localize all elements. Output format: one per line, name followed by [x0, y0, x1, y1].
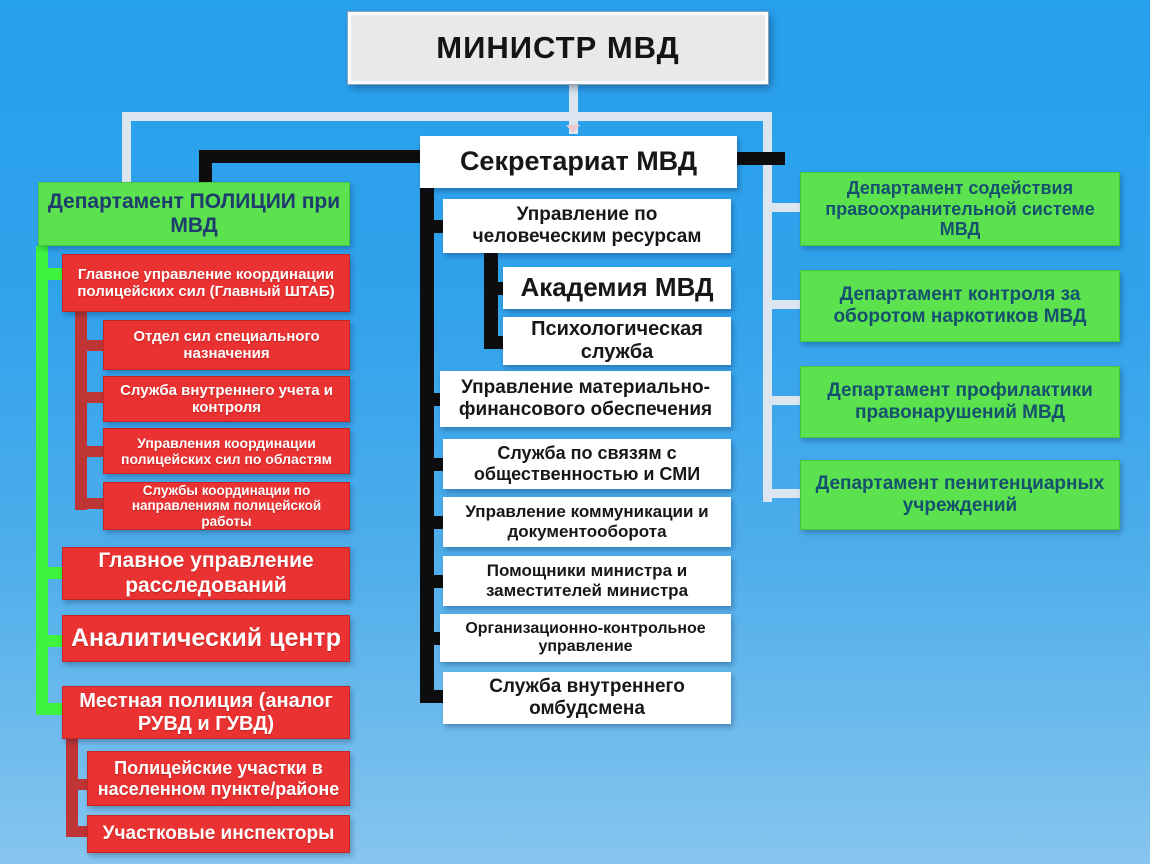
node-minister: МИНИСТР МВД [348, 12, 768, 84]
node-police-hq: Главное управление координации полицейских сил (Главный ШТАБ) [62, 254, 350, 312]
connector-top-bracket-left-drop [122, 112, 131, 186]
node-police-stations: Полицейские участки в населенном пункте/районе [87, 751, 350, 806]
arrowhead-icon [566, 125, 580, 133]
node-internal-accounting: Служба внутреннего учета и контроля [103, 376, 350, 422]
node-work-coordination: Службы координации по направлениям полицейской работы [103, 482, 350, 530]
node-dept-drug-control: Департамент контроля за оборотом наркотиков МВД [800, 270, 1120, 342]
node-district-inspectors: Участковые инспекторы [87, 815, 350, 853]
node-dept-penitentiary: Департамент пенитенциарных учреждений [800, 460, 1120, 530]
connector-right-stub-1 [763, 203, 803, 212]
node-dept-crime-prevention: Департамент профилактики правонарушений МВД [800, 366, 1120, 438]
node-investigations: Главное управление расследований [62, 547, 350, 600]
node-analytics-center: Аналитический центр [62, 615, 350, 662]
node-minister-assistants: Помощники министра и заместителей министра [443, 556, 731, 606]
connector-secretariat-right-nub [737, 152, 785, 165]
node-public-relations: Служба по связям с общественностью и СМИ [443, 439, 731, 489]
node-hr-directorate: Управление по человеческим ресурсам [443, 199, 731, 253]
connector-hr-subspine [484, 253, 498, 349]
connector-top-bracket-horizontal [122, 112, 772, 121]
connector-center-spine [420, 186, 434, 703]
node-secretariat: Секретариат МВД [420, 136, 737, 188]
node-communications: Управление коммуникации и документооборота [443, 497, 731, 547]
node-dept-law-enforcement-support: Департамент содействия правоохранительной системе МВД [800, 172, 1120, 246]
node-regional-coordination: Управления координации полицейских сил по областям [103, 428, 350, 474]
node-material-finance: Управление материально-финансового обеспечения [440, 371, 731, 427]
connector-right-stub-2 [763, 300, 803, 309]
connector-right-stub-3 [763, 396, 803, 405]
connector-right-stub-4 [763, 489, 803, 498]
connector-secretariat-left-drop [199, 150, 212, 184]
node-dept-police: Департамент ПОЛИЦИИ при МВД [38, 182, 350, 246]
node-psych-service: Психологическая служба [503, 317, 731, 365]
node-org-control: Организационно-контрольное управление [440, 614, 731, 662]
connector-secretariat-left-horizontal [199, 150, 421, 163]
node-academy: Академия МВД [503, 267, 731, 309]
node-special-forces: Отдел сил специального назначения [103, 320, 350, 370]
node-local-police: Местная полиция (аналог РУВД и ГУВД) [62, 686, 350, 739]
node-internal-ombudsman: Служба внутреннего омбудсмена [443, 672, 731, 724]
